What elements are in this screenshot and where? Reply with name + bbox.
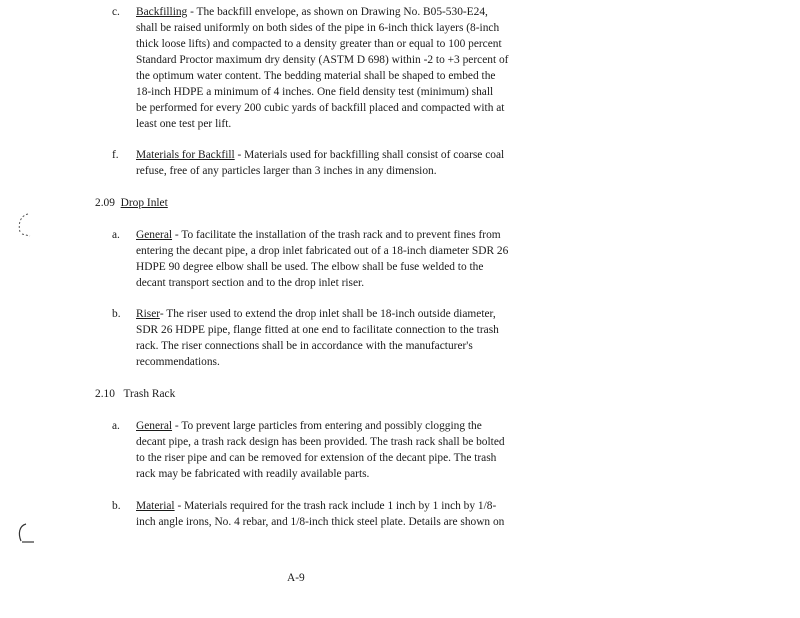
section-number: 2.09 xyxy=(95,197,115,209)
list-marker: f. xyxy=(112,149,119,161)
item-line: to the riser pipe and can be removed for extension of the decant pipe. The trash xyxy=(136,452,497,464)
item-text: - The backfill envelope, as shown on Drawing No. B05-530-E24, xyxy=(187,6,488,18)
binder-hole-shape xyxy=(14,522,38,546)
item-line: entering the decant pipe, a drop inlet fabricated out of a 18-inch diameter SDR 26 xyxy=(136,245,509,257)
item-line: be performed for every 200 cubic yards of backfill placed and compacted with at xyxy=(136,102,505,114)
item-title: Materials for Backfill xyxy=(136,149,235,161)
item-line: thick loose lifts) and compacted to a density greater than or equal to 100 percent xyxy=(136,38,502,50)
item-line: shall be raised uniformly on both sides of the pipe in 6-inch thick layers (8-inch xyxy=(136,22,500,34)
item-title: Backfilling xyxy=(136,6,188,18)
item-first-line xyxy=(136,498,504,514)
section-heading-drop-inlet xyxy=(95,195,168,211)
section-title: Trash Rack xyxy=(123,388,176,400)
item-text: - To facilitate the installation of the trash rack and to prevent fines from xyxy=(172,229,501,241)
item-first-line xyxy=(136,4,508,20)
binder-hole-mark-bottom xyxy=(14,522,38,550)
item-first-line xyxy=(136,418,505,434)
item-line: Standard Proctor maximum dry density (ASTM D 698) within -2 to +3 percent of xyxy=(136,54,509,66)
item-line: 18-inch HDPE a minimum of 4 inches. One field density test (minimum) shall xyxy=(136,86,494,98)
item-title: Material xyxy=(136,500,175,512)
item-first-line xyxy=(136,147,504,163)
list-marker: b. xyxy=(112,308,121,320)
item-title: Riser xyxy=(136,308,160,320)
binder-hole-mark-top xyxy=(14,212,34,242)
item-first-line xyxy=(136,227,508,243)
section-number: 2.10 xyxy=(95,388,115,400)
item-text: - To prevent large particles from entering and possibly clogging the xyxy=(172,420,482,432)
list-marker: a. xyxy=(112,229,120,241)
item-line: decant pipe, a trash rack design has been provided. The trash rack shall be bolted xyxy=(136,436,505,448)
item-line: refuse, free of any particles larger than 3 inches in any dimension. xyxy=(136,165,437,177)
item-text: - Materials required for the trash rack include 1 inch by 1 inch by 1/8- xyxy=(174,500,497,512)
item-line: recommendations. xyxy=(136,356,220,368)
item-line: rack. The riser connections shall be in accordance with the manufacturer's xyxy=(136,340,473,352)
item-text: - The riser used to extend the drop inlet shall be 18-inch outside diameter, xyxy=(159,308,496,320)
item-line: least one test per lift. xyxy=(136,118,232,130)
list-marker: a. xyxy=(112,420,120,432)
item-line: the optimum water content. The bedding material shall be shaped to embed the xyxy=(136,70,496,82)
item-line: decant transport section and to the drop inlet riser. xyxy=(136,277,365,289)
section-title: Drop Inlet xyxy=(120,197,168,209)
item-line: rack may be fabricated with readily available parts. xyxy=(136,468,370,480)
item-first-line xyxy=(136,306,499,322)
item-title: General xyxy=(136,229,173,241)
item-line: inch angle irons, No. 4 rebar, and 1/8-inch thick steel plate. Details are shown on xyxy=(136,516,505,528)
section-heading-trash-rack xyxy=(95,386,175,402)
item-text: - Materials used for backfilling shall consist of coarse coal xyxy=(234,149,505,161)
item-line: HDPE 90 degree elbow shall be used. The elbow shall be fuse welded to the xyxy=(136,261,484,273)
list-marker: b. xyxy=(112,500,121,512)
list-marker: c. xyxy=(112,6,120,18)
item-title: General xyxy=(136,420,173,432)
binder-hole-shape xyxy=(14,212,34,238)
page-number: A-9 xyxy=(287,572,305,584)
item-line: SDR 26 HDPE pipe, flange fitted at one end to facilitate connection to the trash xyxy=(136,324,499,336)
